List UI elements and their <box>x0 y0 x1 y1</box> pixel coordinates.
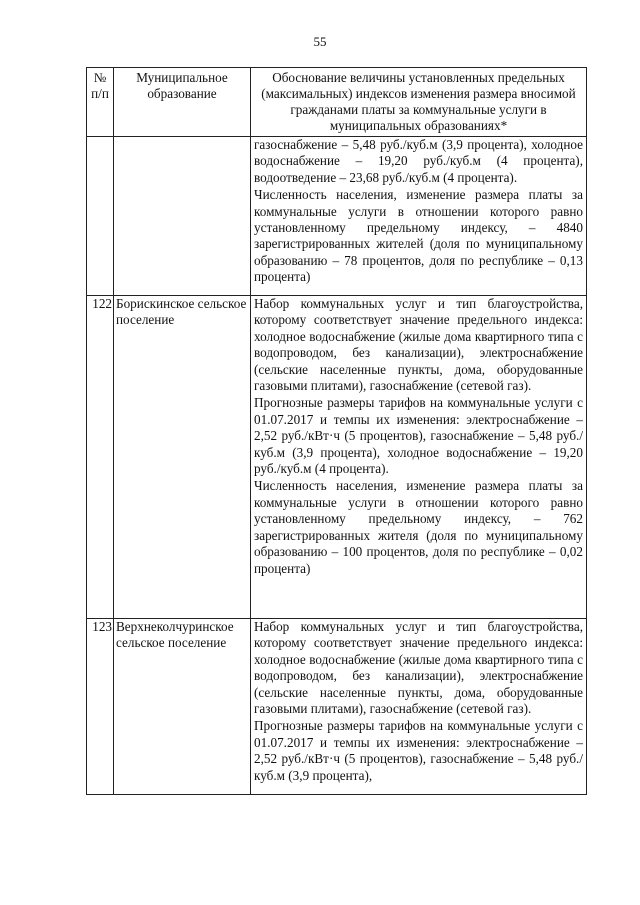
header-municipality: Муниципальное образование <box>114 68 251 137</box>
row-municipality: Верхнеколчуринское сельское поселение <box>114 619 251 795</box>
row-municipality <box>114 137 251 296</box>
page-number: 55 <box>313 34 327 49</box>
justification-paragraph: Прогнозные размеры тарифов на коммунальные услуги с 01.07.2017 и темпы их изменения: электроснабжение – 2,52 руб./кВт·ч (5 процентов), газоснабжение – 5,48 руб./куб.м (3,9 процента), <box>254 718 583 783</box>
justification-paragraph: Численность населения, изменение размера платы за коммунальные услуги в отношении которого равно установленному предельному индексу, – 4840 зарегистрированных жителей (доля по муниципальному образованию – 78 процентов, доля по республике – 0,13 процента) <box>254 187 583 285</box>
justification-paragraph: Прогнозные размеры тарифов на коммунальные услуги с 01.07.2017 и темпы их изменения: электроснабжение – 2,52 руб./кВт·ч (5 процентов), газоснабжение – 5,48 руб./куб.м (3,9 процента), холодное водоснабжение – 19,20 руб./куб.м (4 процента). <box>254 395 583 477</box>
table-row <box>87 619 587 795</box>
table-row <box>87 137 587 296</box>
row-municipality: Борискинское сельское поселение <box>114 296 251 619</box>
header-justification: Обоснование величины установленных предельных (максимальных) индексов изменения размера вносимой гражданами платы за коммунальные услуги в муниципальных образованиях* <box>251 68 587 137</box>
row-justification <box>251 137 587 296</box>
header-num: № п/п <box>87 68 114 137</box>
table-row <box>87 296 587 619</box>
row-number: 122 <box>87 296 114 619</box>
justification-paragraph: Набор коммунальных услуг и тип благоустройства, которому соответствует значение предельного индекса: холодное водоснабжение (жилые дома квартирного типа с водопроводом, без канализации), электроснабжение (сельские населенные пункты, дома, оборудованные газовыми плитами), газоснабжение (сетевой газ). <box>254 296 583 394</box>
row-number <box>87 137 114 296</box>
table-header-row <box>87 68 587 137</box>
justification-paragraph: Численность населения, изменение размера платы за коммунальные услуги в отношении которого равно установленному предельному индексу, – 762 зарегистрированных жителя (доля по муниципальному образованию – 100 процентов, доля по республике – 0,02 процента) <box>254 478 583 576</box>
justification-paragraph: Набор коммунальных услуг и тип благоустройства, которому соответствует значение предельного индекса: холодное водоснабжение (жилые дома квартирного типа с водопроводом, без канализации), электроснабжение (сельские населенные пункты, дома, оборудованные газовыми плитами), газоснабжение (сетевой газ). <box>254 619 583 717</box>
row-justification <box>251 619 587 795</box>
justification-paragraph: газоснабжение – 5,48 руб./куб.м (3,9 процента), холодное водоснабжение – 19,20 руб./куб.м (4 процента), водоотведение – 23,68 руб./куб.м (4 процента). <box>254 137 583 185</box>
row-number: 123 <box>87 619 114 795</box>
row-justification <box>251 296 587 619</box>
tariff-table <box>86 67 587 795</box>
